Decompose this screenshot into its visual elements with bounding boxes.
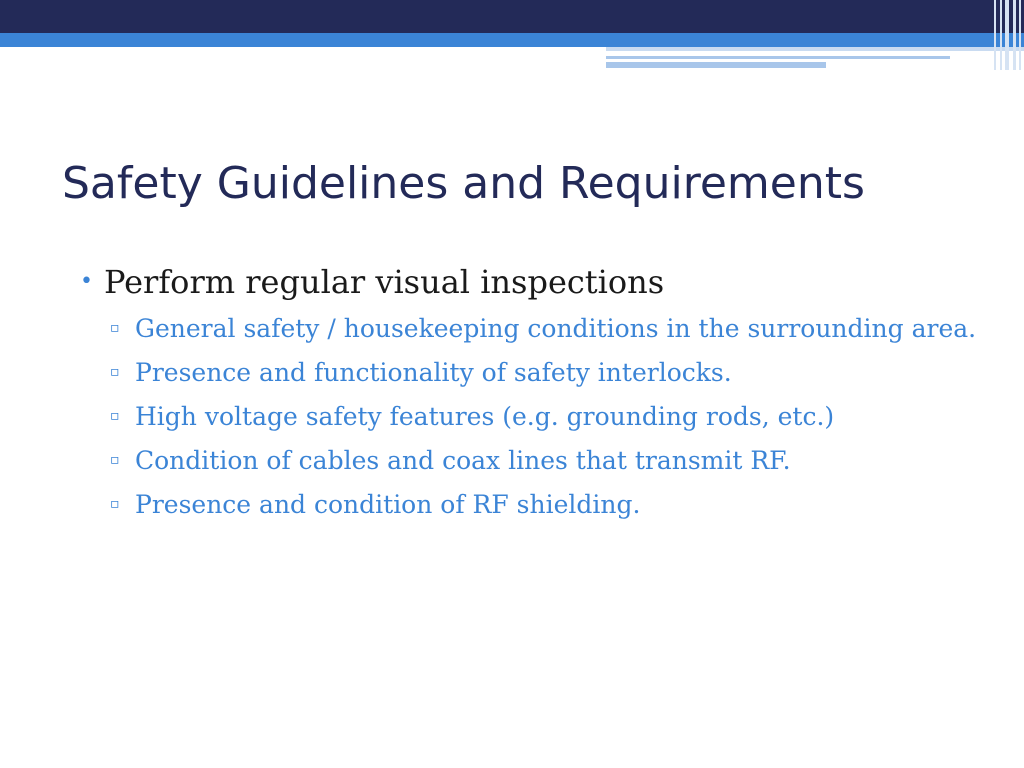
header-accent-line [606,47,1024,51]
sub-bullet [80,352,980,393]
sub-bullet [80,308,980,349]
header-band-blue [0,33,1024,47]
sub-bullet [80,484,980,525]
slide-content [80,260,980,528]
square-bullet-icon: ▫ [110,364,120,380]
sub-bullet [80,440,980,481]
square-bullet-icon: ▫ [110,496,120,512]
header-stripe [1013,0,1016,70]
sub-bullet [80,396,980,437]
slide-title: Safety Guidelines and Requirements [62,158,865,209]
sub-bullet-text: General safety / housekeeping conditions in the surrounding area. [135,314,977,343]
bullet-level1 [80,260,980,304]
bullet-text: Perform regular visual inspections [104,263,665,301]
square-bullet-icon: ▫ [110,408,120,424]
header-accent-line [606,62,826,68]
square-bullet-icon: ▫ [110,320,120,336]
sub-bullet-text: Presence and functionality of safety interlocks. [135,358,732,387]
sub-bullet-text: Presence and condition of RF shielding. [135,490,641,519]
header-stripe [1000,0,1002,70]
sub-bullet-text: Condition of cables and coax lines that transmit RF. [135,446,791,475]
header-band-dark [0,0,1024,33]
header-stripe [1019,0,1021,70]
square-bullet-icon: ▫ [110,452,120,468]
header-accent-line [606,56,950,59]
header-stripe [1005,0,1009,70]
header-stripe [994,0,996,70]
bullet-dot-icon: • [80,269,93,294]
sub-bullet-list [80,308,980,525]
sub-bullet-text: High voltage safety features (e.g. grounding rods, etc.) [135,402,835,431]
